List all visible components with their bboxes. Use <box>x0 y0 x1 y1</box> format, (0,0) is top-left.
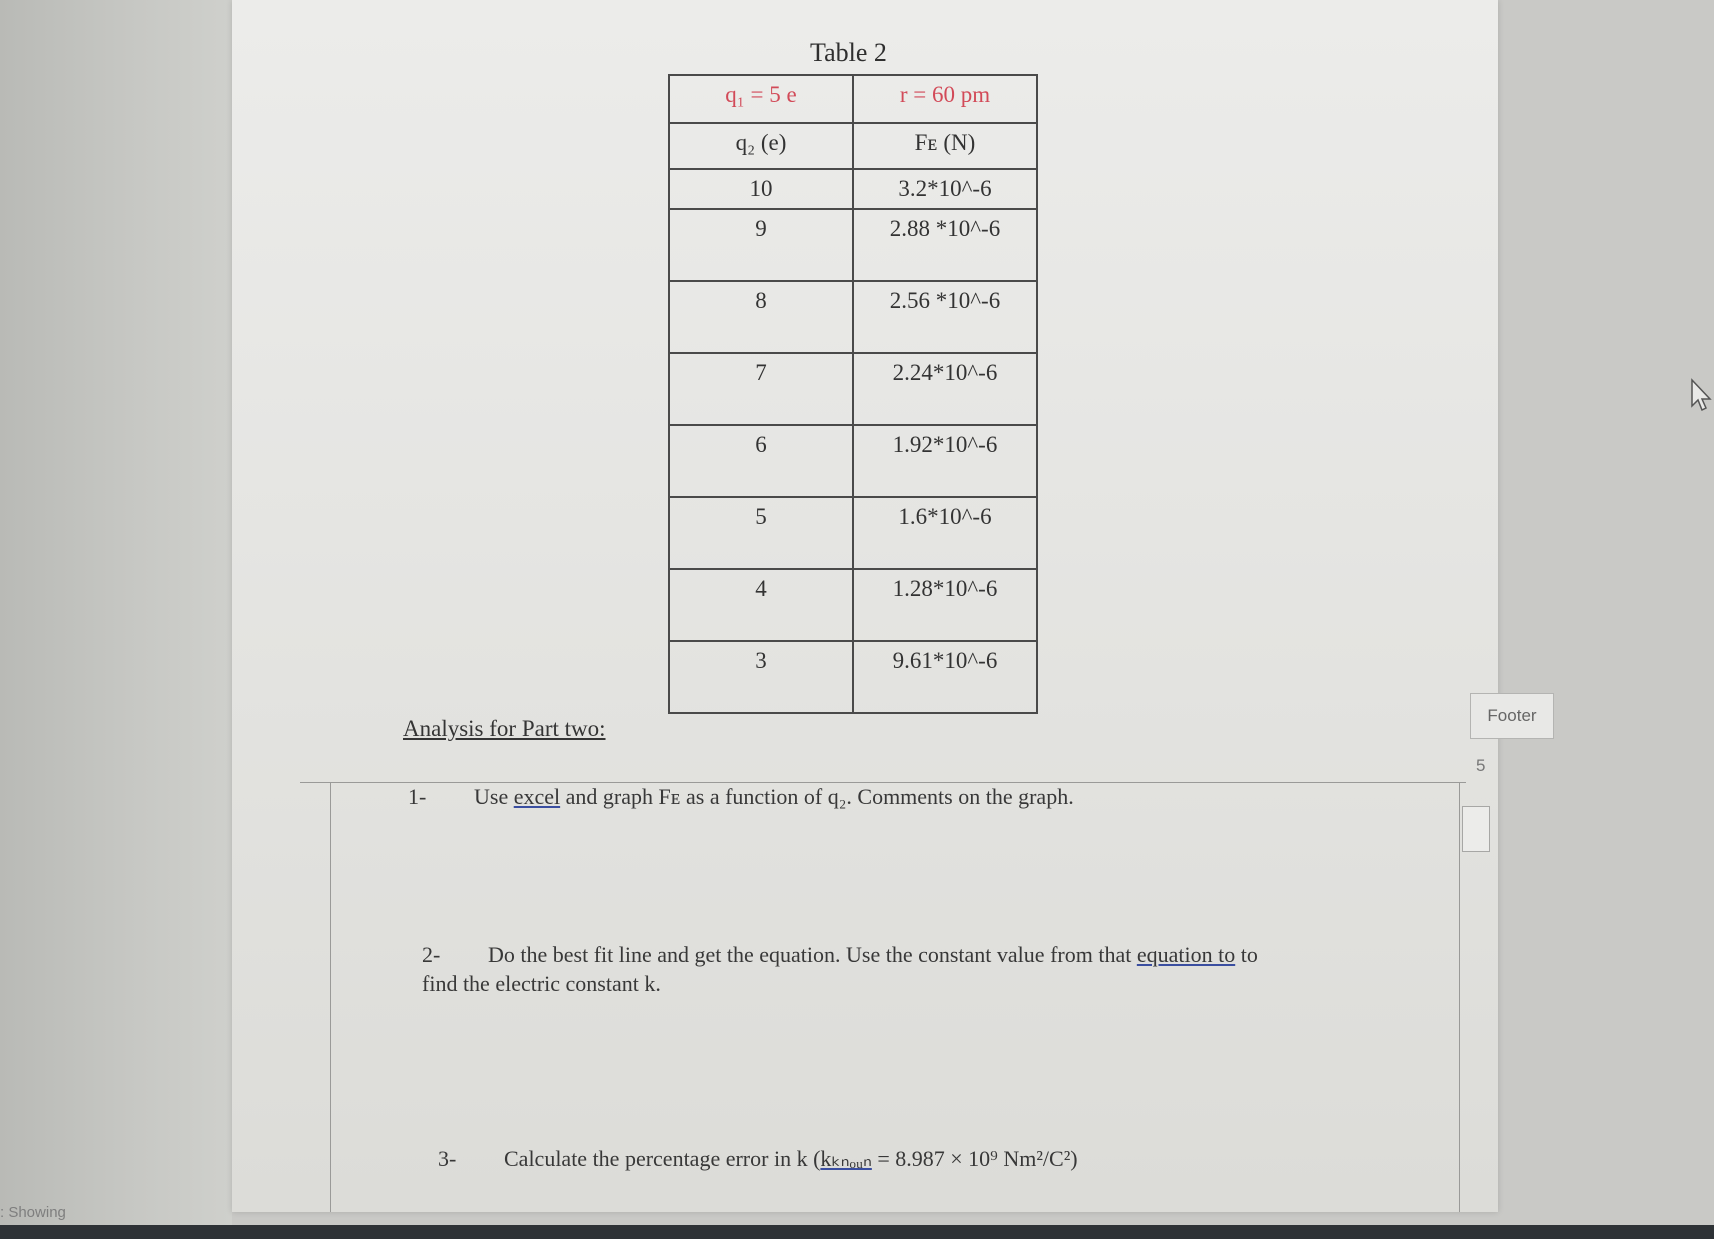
question-text: = 8.987 × 10⁹ Nm²/C²) <box>871 1146 1078 1171</box>
data-table <box>668 74 1038 714</box>
table-row <box>669 569 1037 641</box>
cell-fe: 2.88 *10^-6 <box>853 209 1037 281</box>
table-row <box>669 497 1037 569</box>
question-text: to <box>1235 942 1258 967</box>
status-bar-text: : Showing <box>0 1204 66 1221</box>
cell-fe: 2.56 *10^-6 <box>853 281 1037 353</box>
question-1 <box>408 784 1074 810</box>
cell-fe: 2.24*10^-6 <box>853 353 1037 425</box>
question-text: Calculate the percentage error in k ( <box>504 1146 821 1171</box>
spellcheck-word[interactable]: excel <box>513 784 561 809</box>
column-q2: q₂ (e) <box>669 123 853 169</box>
cell-q2: 10 <box>669 169 853 209</box>
question-2 <box>422 940 1258 998</box>
footer-content-box[interactable] <box>1462 806 1490 852</box>
table-row <box>669 169 1037 209</box>
table-header-row <box>669 75 1037 123</box>
question-number: 1- <box>408 784 427 809</box>
cell-q2: 7 <box>669 353 853 425</box>
cell-fe: 9.61*10^-6 <box>853 641 1037 713</box>
table-row <box>669 353 1037 425</box>
analysis-heading: Analysis for Part two: <box>403 716 606 741</box>
table-caption: Table 2 <box>810 38 887 67</box>
table-column-row <box>669 123 1037 169</box>
cell-q2: 5 <box>669 497 853 569</box>
question-text-line2: find the electric constant k. <box>422 971 661 996</box>
cell-fe: 1.92*10^-6 <box>853 425 1037 497</box>
question-number: 3- <box>438 1146 457 1171</box>
column-fe: Fᴇ (N) <box>853 123 1037 169</box>
question-number: 2- <box>422 942 441 967</box>
cell-q2: 9 <box>669 209 853 281</box>
table-row <box>669 641 1037 713</box>
desk-background <box>0 0 232 1239</box>
table-row <box>669 281 1037 353</box>
table-row <box>669 209 1037 281</box>
cell-fe: 3.2*10^-6 <box>853 169 1037 209</box>
question-3 <box>438 1146 1078 1172</box>
cell-q2: 6 <box>669 425 853 497</box>
taskbar <box>0 1225 1714 1239</box>
spellcheck-word[interactable]: kₖₙₒᵤₙ <box>820 1146 872 1171</box>
question-text: Use <box>474 784 514 809</box>
cell-q2: 8 <box>669 281 853 353</box>
cell-fe: 1.6*10^-6 <box>853 497 1037 569</box>
mouse-pointer-icon <box>1690 378 1712 412</box>
grammar-flag-text[interactable]: equation to <box>1136 942 1236 967</box>
table-row <box>669 425 1037 497</box>
page-number: 5 <box>1476 756 1486 775</box>
cell-q2: 4 <box>669 569 853 641</box>
question-text: and graph Fᴇ as a function of q₂. Comments on the graph. <box>560 784 1074 809</box>
question-text: Do the best fit line and get the equation. Use the constant value from that <box>488 942 1137 967</box>
cell-fe: 1.28*10^-6 <box>853 569 1037 641</box>
header-r: r = 60 pm <box>853 75 1037 123</box>
cell-q2: 3 <box>669 641 853 713</box>
footer-tag[interactable]: Footer <box>1470 693 1554 739</box>
header-q1: q₁ = 5 e <box>669 75 853 123</box>
